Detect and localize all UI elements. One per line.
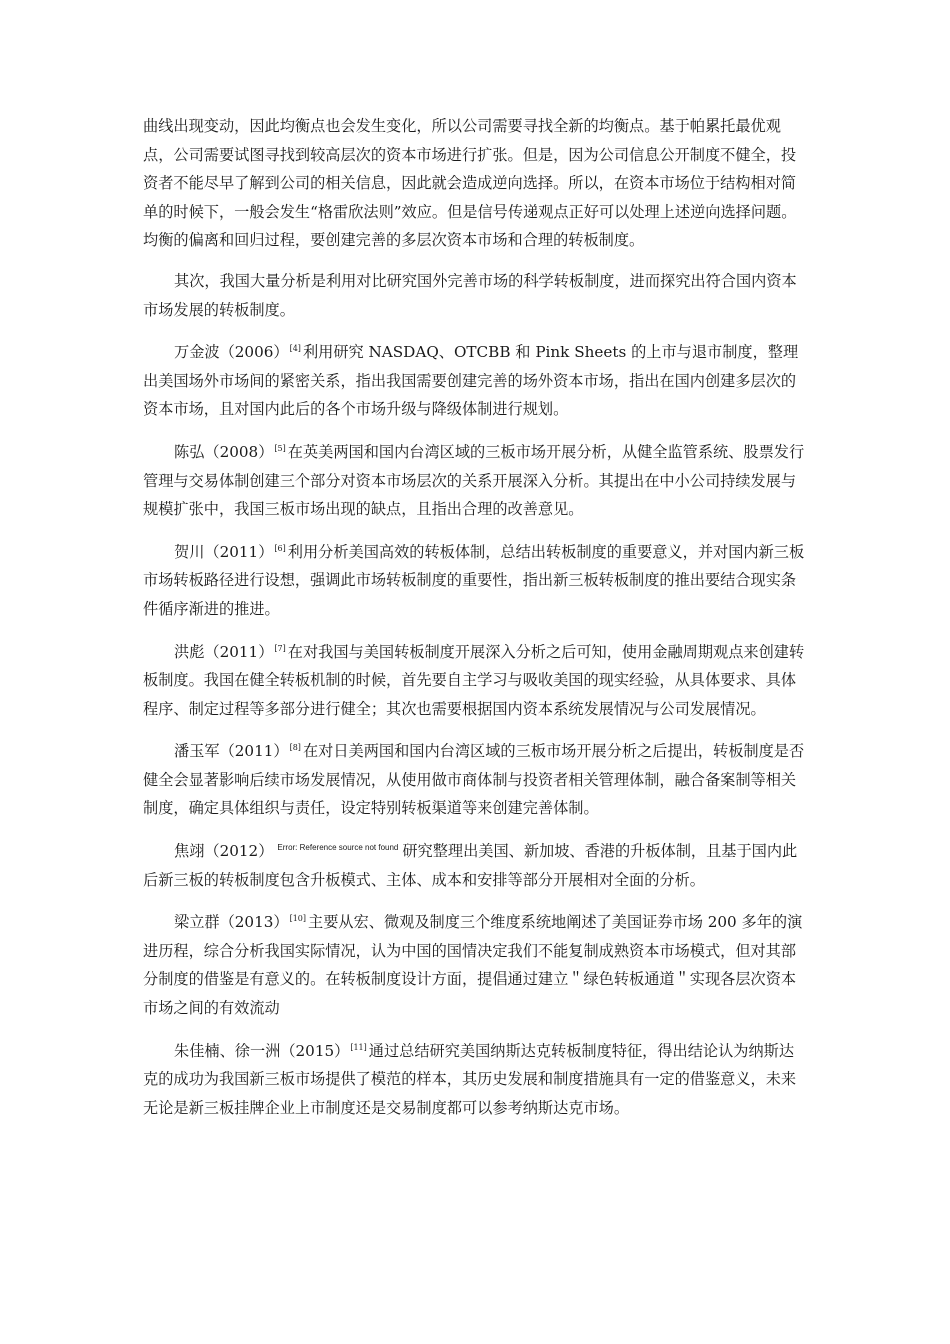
paragraph-pan-yujun bbox=[143, 737, 808, 823]
document-body bbox=[143, 112, 808, 1136]
citation-reference-marker: [8] bbox=[289, 743, 301, 753]
paragraph-zhu-jianan bbox=[143, 1037, 808, 1123]
citation-author-year: 潘玉军（2011） bbox=[174, 742, 289, 761]
citation-author-year: 陈弘（2008） bbox=[174, 442, 274, 461]
citation-author-year: 朱佳楠、徐一洲（2015） bbox=[174, 1041, 350, 1060]
citation-author-year: 贺川（2011） bbox=[174, 542, 274, 561]
paragraph-text: 在对日美两国和国内台湾区域的三板市场开展分析之后提出，转板制度是否健全会显著影响后续市场发展情况，从使用做市商体制与投资者相关管理体制，融合备案制等相关制度，确定具体组织与责任，设定特别转板渠道等来创建完善体制。 bbox=[143, 742, 805, 818]
paragraph-text: 利用研究 NASDAQ、OTCBB 和 Pink Sheets 的上市与退市制度，整理出美国场外市场间的紧密关系，指出我国需要创建完善的场外资本市场，指出在国内创建多层次的资本市场，且对国内此后的各个市场升级与降级体制进行规划。 bbox=[143, 343, 799, 419]
citation-reference-marker: [11] bbox=[350, 1042, 367, 1052]
citation-author-year: 洪彪（2011） bbox=[174, 642, 274, 661]
paragraph-second-point: 其次，我国大量分析是利用对比研究国外完善市场的科学转板制度，进而探究出符合国内资本市场发展的转板制度。 bbox=[143, 271, 797, 319]
citation-author-year: 焦翊（2012） bbox=[174, 842, 274, 861]
paragraph-text: 主要从宏、微观及制度三个维度系统地阐述了美国证券市场 200 多年的演进历程，综合分析我国实际情况，认为中国的国情决定我们不能复制成熟资本市场模式，但对其部分制度的借鉴是有意义的。在转板制度设计方面，提倡通过建立＂绿色转板通道＂实现各层次资本市场之间的有效流动 bbox=[143, 913, 803, 1018]
paragraph-text: 通过总结研究美国纳斯达克转板制度特征，得出结论认为纳斯达克的成功为我国新三板市场提供了模范的样本，其历史发展和制度措施具有一定的借鉴意义，未来无论是新三板挂牌企业上市制度还是交易制度都可以参考纳斯达克市场。 bbox=[143, 1041, 797, 1117]
citation-reference-marker: [4] bbox=[289, 344, 301, 354]
paragraph-text: 研究整理出美国、新加坡、香港的升板体制，且基于国内此后新三板的转板制度包含升板模式、主体、成本和安排等部分开展相对全面的分析。 bbox=[143, 842, 798, 889]
paragraph-continuation: 曲线出现变动，因此均衡点也会发生变化，所以公司需要寻找全新的均衡点。基于帕累托最优观点，公司需要试图寻找到较高层次的资本市场进行扩张。但是，因为公司信息公开制度不健全，投资者不能尽早了解到公司的相关信息，因此就会造成逆向选择。所以，在资本市场位于结构相对简单的时候下，一般会发生“格雷欣法则”效应。但是信号传递观点正好可以处理上述逆向选择问题。均衡的偏离和回归过程，要创建完善的多层次资本市场和合理的转板制度。 bbox=[143, 117, 797, 250]
citation-author-year: 梁立群（2013） bbox=[174, 913, 289, 932]
paragraph-text: 在对我国与美国转板制度开展深入分析之后可知，使用金融周期观点来创建转板制度。我国在健全转板机制的时候，首先要自主学习与吸收美国的现实经验，从具体要求、具体程序、制定过程等多部分进行健全；其次也需要根据国内资本系统发展情况与公司发展情况。 bbox=[143, 642, 805, 718]
citation-reference-marker: [10] bbox=[289, 914, 307, 924]
paragraph-hong-biao bbox=[143, 638, 808, 724]
citation-reference-error: Error: Reference source not found bbox=[277, 843, 399, 853]
paragraph-text: 利用分析美国高效的转板体制，总结出转板制度的重要意义，并对国内新三板市场转板路径进行设想，强调此市场转板制度的重要性，指出新三板转板制度的推出要结合现实条件循序渐进的推进。 bbox=[143, 542, 805, 618]
citation-reference-marker: [7] bbox=[274, 643, 286, 653]
citation-reference-marker: [6] bbox=[274, 543, 286, 553]
paragraph-liang-liqun bbox=[143, 908, 808, 1022]
paragraph-wan-jinbo bbox=[143, 338, 808, 424]
citation-author-year: 万金波（2006） bbox=[174, 343, 289, 362]
paragraph-he-chuan bbox=[143, 538, 808, 624]
citation-reference-marker: [5] bbox=[274, 443, 286, 453]
paragraph-jiao-yi bbox=[143, 837, 808, 894]
paragraph-chen-hong bbox=[143, 438, 808, 524]
paragraph-text: 在英美两国和国内台湾区域的三板市场开展分析，从健全监管系统、股票发行管理与交易体制创建三个部分对资本市场层次的关系开展深入分析。其提出在中小公司持续发展与规模扩张中，我国三板市场出现的缺点，且指出合理的改善意见。 bbox=[143, 442, 805, 519]
